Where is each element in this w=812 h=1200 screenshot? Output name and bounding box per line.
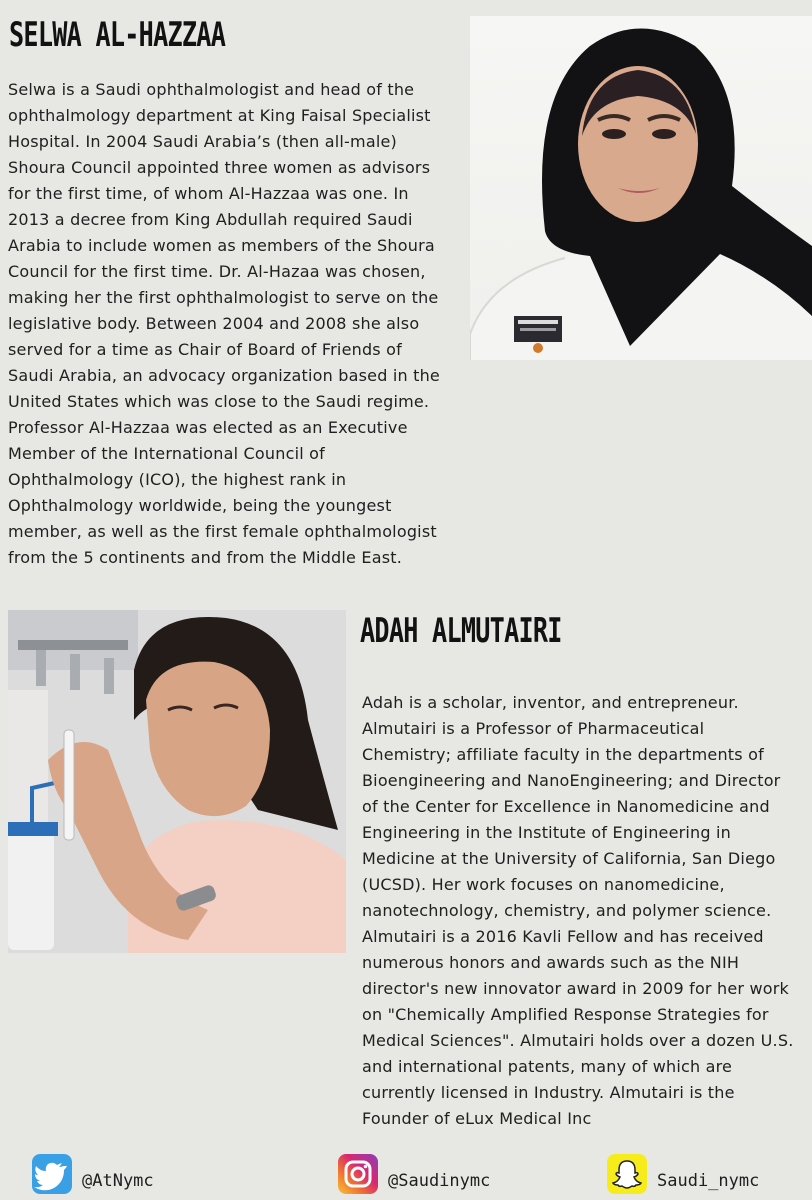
bio-line: Chemistry; affiliate faculty in the departments of	[362, 745, 764, 764]
profile-bio-adah	[362, 690, 812, 1132]
instagram-icon	[338, 1154, 378, 1194]
bio-line: on "Chemically Amplified Response Strategies for	[362, 1005, 769, 1024]
snapchat-link[interactable]	[607, 1154, 759, 1194]
bio-line: for the first time, of whom Al-Hazzaa was one. In	[8, 184, 409, 203]
bio-line: numerous honors and awards such as the NIH	[362, 953, 740, 972]
lab-photo-adah	[8, 610, 346, 953]
instagram-handle: @Saudinymc	[388, 1171, 491, 1191]
bio-line: served for a time as Chair of Board of Friends of	[8, 340, 402, 359]
twitter-link[interactable]	[32, 1154, 154, 1194]
bio-line: Adah is a scholar, inventor, and entrepreneur.	[362, 693, 739, 712]
social-footer	[0, 1148, 812, 1200]
bio-line: nanotechnology, chemistry, and polymer science.	[362, 901, 772, 920]
snapchat-handle: Saudi_nymc	[657, 1171, 760, 1191]
bio-line: director's new innovator award in 2009 for her work	[362, 979, 789, 998]
bio-line: Arabia to include women as members of the Shoura	[8, 236, 435, 255]
bio-line: Almutairi is a Professor of Pharmaceutical	[362, 719, 705, 738]
bio-line: making her the first ophthalmologist to serve on the	[8, 288, 439, 307]
bio-line: Bioengineering and NanoEngineering; and Director	[362, 771, 781, 790]
bio-line: Hospital. In 2004 Saudi Arabia’s (then all-male)	[8, 132, 397, 151]
profile-name-selwa: SELWA AL-HAZZAA	[9, 15, 226, 55]
bio-line: Founder of eLux Medical Inc	[362, 1109, 592, 1128]
bio-line: 2013 a decree from King Abdullah required Saudi	[8, 210, 413, 229]
bio-line: United States which was close to the Saudi regime.	[8, 392, 430, 411]
bio-line: Shoura Council appointed three women as advisors	[8, 158, 431, 177]
bio-line: Medical Sciences". Almutairi holds over a dozen U.S.	[362, 1031, 794, 1050]
bio-line: Engineering in the Institute of Engineering in	[362, 823, 732, 842]
bio-line: Council for the first time. Dr. Al-Hazaa was chosen,	[8, 262, 426, 281]
bio-line: ophthalmology department at King Faisal Specialist	[8, 106, 431, 125]
bio-line: Medicine at the University of California, San Diego	[362, 849, 776, 868]
profile-bio-selwa	[8, 77, 478, 571]
bio-line: Almutairi is a 2016 Kavli Fellow and has received	[362, 927, 764, 946]
bio-line: of the Center for Excellence in Nanomedicine and	[362, 797, 770, 816]
twitter-icon	[32, 1154, 72, 1194]
bio-line: Member of the International Council of	[8, 444, 325, 463]
bio-line: Ophthalmology (ICO), the highest rank in	[8, 470, 347, 489]
bio-line: Ophthalmology worldwide, being the youngest	[8, 496, 392, 515]
bio-line: from the 5 continents and from the Middle East.	[8, 548, 402, 567]
twitter-handle: @AtNymc	[82, 1171, 154, 1191]
bio-line: member, as well as the first female ophthalmologist	[8, 522, 437, 541]
instagram-link[interactable]	[338, 1154, 490, 1194]
profile-name-adah: ADAH ALMUTAIRI	[360, 611, 562, 651]
portrait-photo-selwa	[470, 16, 812, 360]
bio-line: Professor Al-Hazzaa was elected as an Executive	[8, 418, 408, 437]
bio-line: Saudi Arabia, an advocacy organization based in the	[8, 366, 440, 385]
bio-line: currently licensed in Industry. Almutairi is the	[362, 1083, 735, 1102]
bio-line: (UCSD). Her work focuses on nanomedicine,	[362, 875, 725, 894]
bio-line: legislative body. Between 2004 and 2008 she also	[8, 314, 420, 333]
bio-line: and international patents, many of which are	[362, 1057, 733, 1076]
snapchat-icon	[607, 1154, 647, 1194]
bio-line: Selwa is a Saudi ophthalmologist and head of the	[8, 80, 415, 99]
